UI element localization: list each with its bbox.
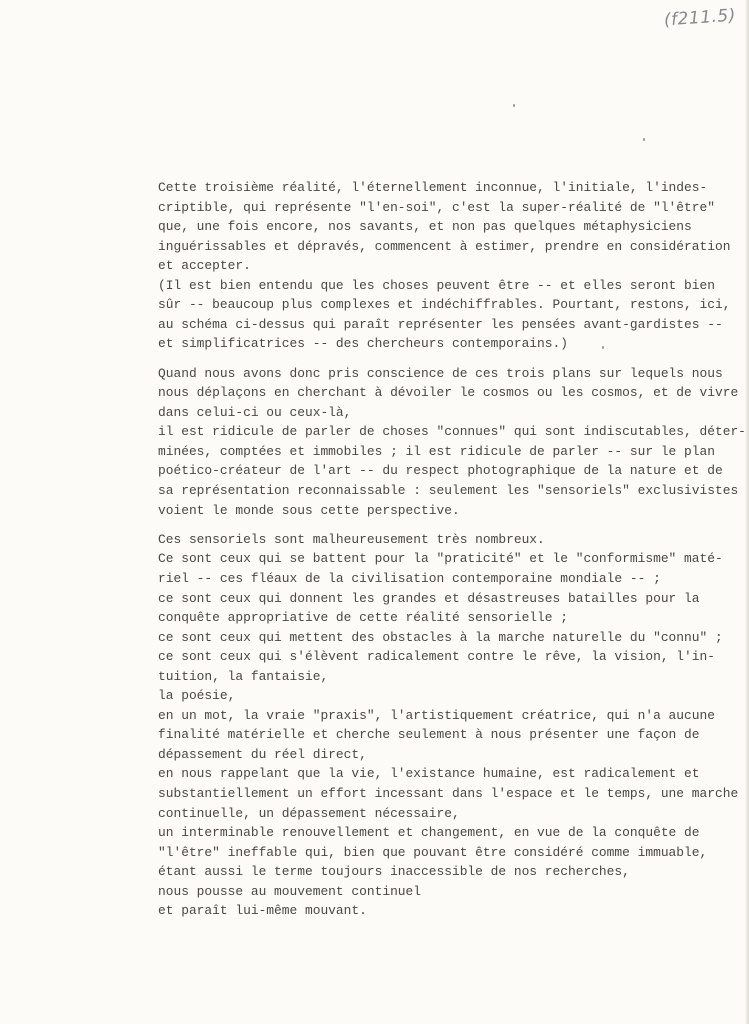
text-line: inguérissables et dépravés, commencent à estimer, prendre en considération — [158, 238, 731, 254]
ink-speck — [643, 138, 645, 141]
text-line: dépassement du réel direct, — [158, 746, 367, 762]
text-line: criptible, qui représente "l'en-soi", c'est la super-réalité de "l'être" — [158, 199, 715, 215]
text-line: conquête appropriative de cette réalité sensorielle ; — [158, 610, 568, 626]
text-line: riel -- ces fléaux de la civilisation contemporaine mondiale -- ; — [158, 570, 661, 586]
text-line: "l'être" ineffable qui, bien que pouvant être considéré comme immuable, — [158, 844, 708, 860]
text-line: un interminable renouvellement et changement, en vue de la conquête de — [158, 825, 700, 841]
text-line: Quand nous avons donc pris conscience de ces trois plans sur lequels nous — [158, 365, 723, 381]
text-line: que, une fois encore, nos savants, et non pas quelques métaphysiciens — [158, 219, 692, 235]
text-line: nous déplaçons en cherchant à dévoiler le cosmos ou les cosmos, et de vivre — [158, 385, 739, 401]
text-line: étant aussi le terme toujours inaccessible de nos recherches, — [158, 864, 630, 880]
paragraph — [158, 178, 746, 354]
paragraph — [158, 364, 746, 520]
text-line: (Il est bien entendu que les choses peuvent être -- et elles seront bien — [158, 277, 715, 293]
text-line: en un mot, la vraie "praxis", l'artistiquement créatrice, qui n'a aucune — [158, 707, 715, 723]
text-line: et paraît lui-même mouvant. — [158, 903, 367, 919]
text-line: Ce sont ceux qui se battent pour la "praticité" et le "conformisme" maté- — [158, 551, 723, 567]
handwritten-reference-note: (f211.5) — [663, 5, 737, 31]
document-body — [158, 178, 746, 931]
text-line: poético-créateur de l'art -- du respect photographique de la nature et de — [158, 463, 723, 479]
text-line: voient le monde sous cette perspective. — [158, 502, 460, 518]
text-line: sa représentation reconnaissable : seulement les "sensoriels" exclusivistes — [158, 483, 739, 498]
text-line: ce sont ceux qui donnent les grandes et désastreuses batailles pour la — [158, 590, 700, 606]
text-line: ce sont ceux qui s'élèvent radicalement contre le rêve, la vision, l'in- — [158, 649, 715, 665]
text-line: au schéma ci-dessus qui paraît représenter les pensées avant-gardistes -- — [158, 316, 723, 332]
text-line: et accepter. — [158, 258, 251, 274]
text-line: sûr -- beaucoup plus complexes et indéchiffrables. Pourtant, restons, ici, — [158, 297, 731, 313]
text-line: minées, comptées et immobiles ; il est ridicule de parler -- sur le plan — [158, 443, 715, 459]
text-line: tuition, la fantaisie, — [158, 668, 329, 684]
text-line: continuelle, un dépassement nécessaire, — [158, 805, 460, 821]
text-line: en nous rappelant que la vie, l'existance humaine, est radicalement et — [158, 766, 700, 782]
text-line: Ces sensoriels sont malheureusement très nombreux. — [158, 531, 545, 547]
text-line: dans celui-ci ou ceux-là, — [158, 404, 352, 420]
ink-speck — [513, 104, 515, 107]
text-line: il est ridicule de parler de choses "connues" qui sont indiscutables, déter- — [158, 424, 746, 440]
text-line: la poésie, — [158, 688, 236, 704]
text-line: nous pousse au mouvement continuel — [158, 883, 422, 899]
text-line: et simplificatrices -- des chercheurs contemporains.) — [158, 336, 568, 352]
paragraph — [158, 530, 746, 921]
text-line: substantiellement un effort incessant dans l'espace et le temps, une marche — [158, 786, 739, 801]
text-line: finalité matérielle et cherche seulement à nous présenter une façon de — [158, 727, 700, 743]
text-line: ce sont ceux qui mettent des obstacles à la marche naturelle du "connu" ; — [158, 629, 723, 645]
text-line: Cette troisième réalité, l'éternellement inconnue, l'initiale, l'indes- — [158, 180, 708, 195]
